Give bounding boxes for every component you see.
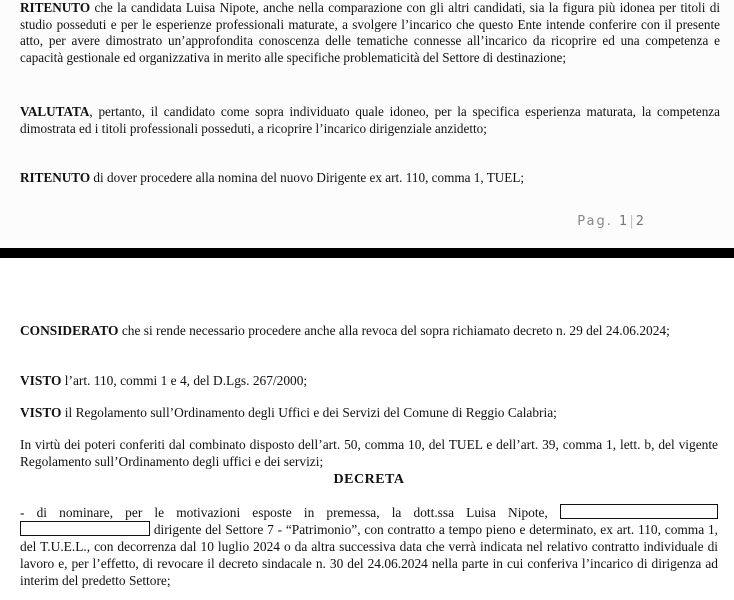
- page-number-footer: [577, 214, 646, 229]
- keyword-ritenuto: RITENUTO: [20, 170, 91, 185]
- paragraph-ritenuto-candidata: [20, 0, 720, 66]
- paragraph-ritenuto-nomina: [20, 170, 524, 187]
- paragraph-text: di dover procedere alla nomina del nuovo Dirigente ex art. 110, comma 1, TUEL;: [90, 170, 525, 185]
- paragraph-text: - di nominare, per le motivazioni esposte in premessa, la dott.ssa Luisa Nipote,: [20, 505, 548, 520]
- paragraph-text: dirigente del Settore 7 - “Patrimonio”, con contratto a tempo pieno e determinato, ex art. 110, comma 1, del T.U.E.L., con decorrenza dal 10 luglio 2024 o da altra successiva data che verrà indicata nel relativo contratto individuale di lavoro e, per l’effetto, di revocare il decreto sindacale n. 30 del 24.06.2024 nella parte in cui conferiva l’incarico di dirigenza ad interim del predetto Settore;: [20, 522, 718, 588]
- page-separator-band: [0, 248, 734, 258]
- keyword-considerato: CONSIDERATO: [20, 323, 119, 338]
- paragraph-text: In virtù dei poteri conferiti dal combinato disposto dell’art. 50, comma 10, del TUEL e dell’art. 39, comma 1, lett. b, del vigente Regolamento sull’Ordinamento degli uffici e dei servizi;: [20, 437, 718, 469]
- paragraph-text: , pertanto, il candidato come sopra individuato quale idoneo, per la specifica esperienza maturata, la competenza dimostrata ed i titoli professionali posseduti, a ricoprire l’incarico dirigenziale anzidetto;: [20, 104, 720, 136]
- paragraph-text: il Regolamento sull’Ordinamento degli Uffici e dei Servizi del Comune di Reggio Calabria;: [61, 405, 557, 420]
- paragraph-visto-art110: [20, 372, 307, 389]
- document-page-1: [0, 0, 734, 248]
- keyword-visto: VISTO: [20, 405, 62, 420]
- paragraph-text: che si rende necessario procedere anche alla revoca del sopra richiamato decreto n. 29 del 24.06.2024;: [118, 323, 670, 338]
- page-separator: |: [629, 214, 636, 229]
- paragraph-considerato: [20, 322, 670, 339]
- redaction-box: [20, 521, 150, 536]
- page-current: 1: [619, 214, 630, 229]
- paragraph-text: l’art. 110, commi 1 e 4, del D.Lgs. 267/2000;: [61, 373, 308, 388]
- paragraph-valutata: [20, 104, 720, 137]
- keyword-visto: VISTO: [20, 373, 62, 388]
- redaction-box: [560, 504, 718, 519]
- page-total: 2: [635, 214, 646, 229]
- keyword-valutata: VALUTATA: [20, 104, 90, 119]
- keyword-ritenuto: RITENUTO: [20, 0, 91, 15]
- paragraph-visto-regolamento: [20, 404, 557, 421]
- document-page-2: [0, 258, 734, 600]
- decreta-heading: DECRETA: [333, 472, 405, 487]
- page-label: Pag.: [577, 214, 613, 229]
- paragraph-poteri: [20, 436, 718, 470]
- paragraph-text: che la candidata Luisa Nipote, anche nella comparazione con gli altri candidati, sia la figura più idonea per titoli di studio posseduti e per le esperienze professionali maturate, a svolgere l’incarico che questo Ente intende conferire con il presente atto, per avere dimostrato un’approfondita conoscenza delle tematiche connesse all’incarico da ricoprire ed una competenza e capacità gestionale ed organizzativa in merito alle specifiche problematicità del Settore di destinazione;: [20, 0, 720, 65]
- paragraph-nomina: [20, 504, 718, 589]
